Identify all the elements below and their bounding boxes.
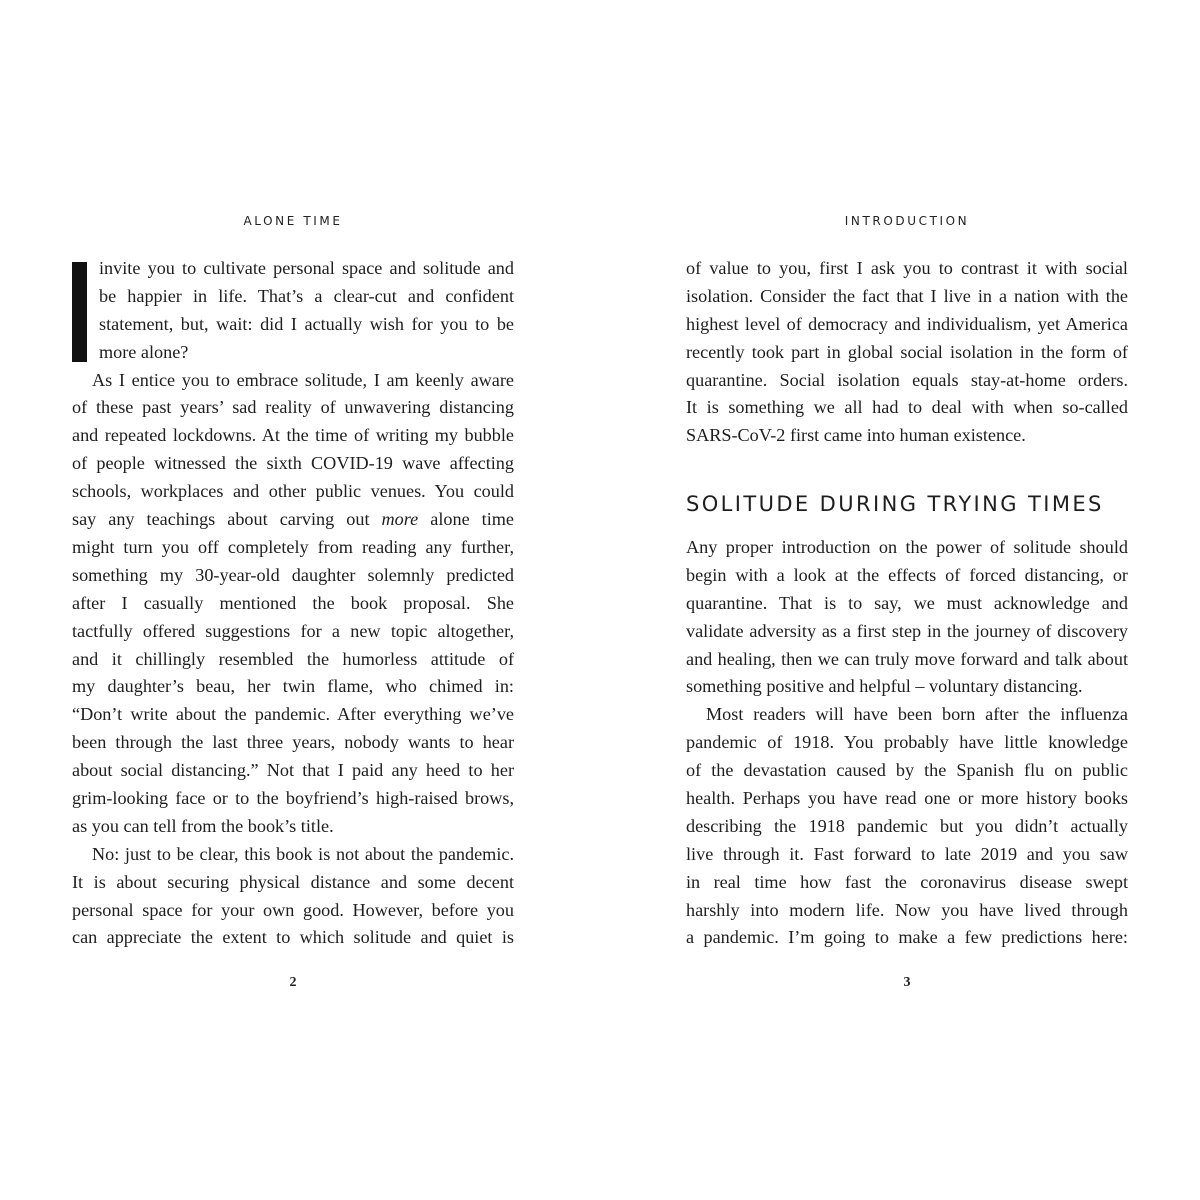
body-line: describing the 1918 pandemic but you didn’t actually (686, 815, 1128, 836)
body-line: live through it. Fast forward to late 2019 and you saw (686, 843, 1128, 864)
body-line: personal space for your own good. However, before you (72, 899, 514, 920)
body-line: Any proper introduction on the power of solitude should (686, 537, 1128, 557)
body-line: after I casually mentioned the book proposal. She (72, 592, 514, 613)
page-number-left: 2 (289, 975, 297, 990)
body-line: be happier in life. That’s a clear-cut and confident (99, 285, 514, 306)
body-line: validate adversity as a first step in the journey of discovery (686, 620, 1128, 641)
body-line: grim-looking face or to the boyfriend’s high-raised brows, (72, 787, 514, 808)
body-line: invite you to cultivate personal space and solitude and (99, 258, 514, 278)
body-line: of these past years’ sad reality of unwavering distancing (72, 397, 514, 418)
left-page (72, 0, 514, 1200)
running-head-left: ALONE TIME (243, 214, 343, 228)
body-line: pandemic of 1918. You probably have little knowledge (686, 732, 1128, 753)
body-line: health. Perhaps you have read one or more history books (686, 788, 1128, 809)
body-line: and it chillingly resembled the humorless attitude of (72, 648, 514, 669)
body-line: begin with a look at the effects of forced distancing, or (686, 564, 1128, 585)
left-page-body (72, 255, 514, 952)
body-line: something my 30-year-old daughter solemnly predicted (72, 564, 514, 585)
dropcap-lines (99, 255, 514, 367)
section-paragraph-2 (686, 701, 1128, 952)
body-line: something positive and helpful – voluntary distancing. (686, 676, 1083, 697)
section-heading: SOLITUDE DURING TRYING TIMES (686, 492, 1104, 516)
page-number-right: 3 (903, 975, 911, 990)
body-line: quarantine. That is to say, we must acknowledge and (686, 592, 1128, 613)
right-page (686, 0, 1128, 1200)
body-line: “Don’t write about the pandemic. After everything we’ve (72, 704, 514, 725)
drop-cap-letter (72, 262, 87, 362)
section-body (686, 534, 1128, 952)
running-head-right: INTRODUCTION (844, 214, 970, 228)
body-line: been through the last three years, nobody wants to hear (72, 732, 514, 753)
body-line: a pandemic. I’m going to make a few predictions here: (686, 927, 1128, 948)
body-line: schools, workplaces and other public venues. You could (72, 481, 514, 502)
body-line: as you can tell from the book’s title. (72, 815, 334, 836)
emphasized-word: more (381, 509, 419, 530)
body-line-with-emphasis (72, 506, 514, 534)
body-line: isolation. Consider the fact that I live in a nation with the (686, 285, 1128, 306)
body-line: and repeated lockdowns. At the time of writing my bubble (72, 425, 514, 446)
body-line: SARS-CoV-2 first came into human existence. (686, 425, 1026, 446)
body-line: It is something we all had to deal with when so-called (686, 397, 1128, 418)
body-line: Most readers will have been born after the influenza (706, 704, 1128, 725)
body-line: As I entice you to embrace solitude, I am keenly aware (92, 369, 514, 390)
body-line: recently took part in global social isolation in the form of (686, 341, 1128, 362)
paragraph-3 (72, 841, 514, 953)
section-paragraph-1 (686, 534, 1128, 701)
body-line: can appreciate the extent to which solitude and quiet is (72, 927, 514, 948)
text-run: alone time (430, 509, 515, 530)
continued-paragraph (686, 255, 1128, 450)
body-line: harshly into modern life. Now you have lived through (686, 899, 1128, 920)
body-line: of people witnessed the sixth COVID-19 wave affecting (72, 453, 514, 474)
paragraph-2 (72, 367, 514, 841)
body-line: about social distancing.” Not that I paid any heed to her (72, 760, 514, 781)
body-line: might turn you off completely from reading any further, (72, 536, 514, 557)
body-line: more alone? (99, 341, 189, 362)
body-line: of the devastation caused by the Spanish flu on public (686, 760, 1128, 781)
body-line: No: just to be clear, this book is not about the pandemic. (92, 843, 514, 864)
body-line: tactfully offered suggestions for a new topic altogether, (72, 620, 514, 641)
body-line: in real time how fast the coronavirus disease swept (686, 871, 1128, 892)
text-run: say any teachings about carving out (72, 509, 370, 530)
body-line: statement, but, wait: did I actually wish for you to be (99, 313, 514, 334)
body-line: my daughter’s beau, her twin flame, who chimed in: (72, 676, 514, 697)
body-line: highest level of democracy and individualism, yet America (686, 313, 1128, 334)
body-line: and healing, then we can truly move forward and talk about (686, 648, 1128, 669)
opening-paragraph (72, 255, 514, 367)
body-line: of value to you, first I ask you to contrast it with social (686, 258, 1128, 278)
body-line: quarantine. Social isolation equals stay-at-home orders. (686, 369, 1128, 390)
body-line: It is about securing physical distance and some decent (72, 871, 514, 892)
